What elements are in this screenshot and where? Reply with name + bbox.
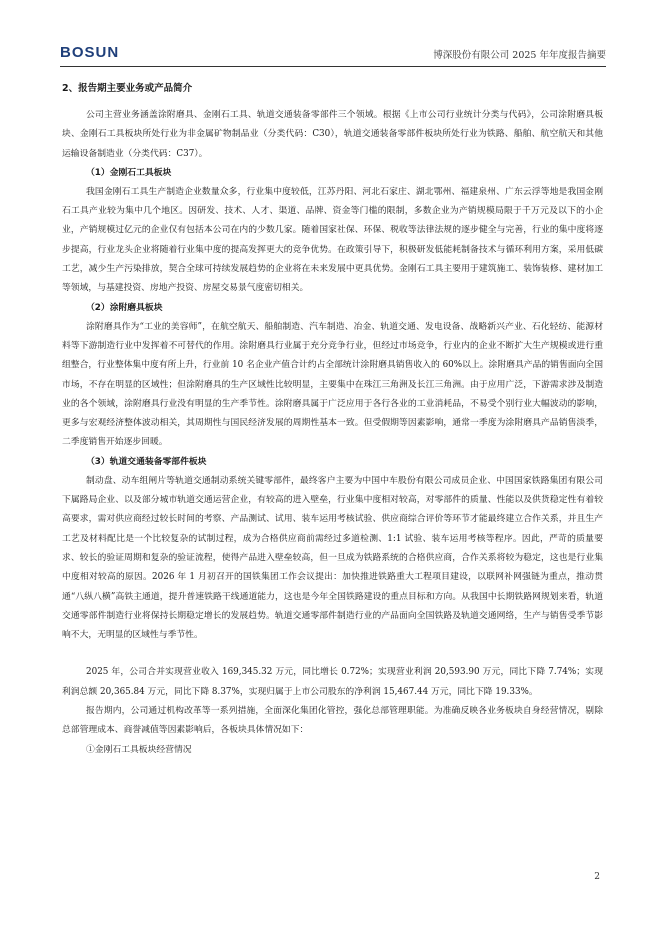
item-diamond-tools-operations: ①金刚石工具板块经营情况 <box>86 744 192 755</box>
rail-parts-paragraph: 制动盘、动车组闸片等轨道交通制动系统关键零部件，最终客户主要为中国中车股份有限公司成员企业、中国国家铁路集团有限公司下属路局企业、以及部分城市轨道交通运营企业，有较高的进入壁垒，行业集中度相对较高，对零部件的质量、性能以及供货稳定性有着较高要求，需对供应商经过较长时间的考察、产品测试、试用、装车运用考核试验、供应商综合评价等环节才能最终建立合作关系，并且生产工艺及材料配比是一个比较复杂的试制过程，成为合格供应商前需经过多道检测、1:1 试验、装车运用考核等程序。因此，严苛的质量要求、较长的验证周期和复杂的验证流程，使得产品进入壁垒较高，但一旦成为铁路系统的合格供应商，合作关系将较为稳定，这也是行业集中度相对较高的原因。2026 年 1 月初召开的国铁集团工作会议提出：加快推进铁路重大工程项目建设，以联网补网强链为重点，推动贯通“八纵八横”高铁主通道，提升普速铁路干线通道能力，这也是今年全国铁路建设的重点目标和方向。从我国中长期铁路网规划来看，轨道交通零部件制造行业将保持长期稳定增长的发展趋势。轨道交通零部件制造行业的产品面向全国铁路及轨道交通网络，生产与销售受季节影响不大，无明显的区域性与季节性。 <box>62 475 603 641</box>
diamond-tools-paragraph: 我国金刚石工具生产制造企业数量众多，行业集中度较低，江苏丹阳、河北石家庄、湖北鄂州、福建泉州、广东云浮等地是我国金刚石工具产业较为集中几个地区。因研发、技术、人才、渠道、品牌、资金等门槛的限制，多数企业为产销规模局限于千万元及以下的小企业，产销规模过亿元的企业仅有包括本公司在内的少数几家。随着国家社保、环保、税收等法律法规的逐步健全与完善，行业的集中度将逐步提高，行业龙头企业将随着行业集中度的提高发挥更大的竞争优势。在政策引导下，积极研发低能耗制备技术与循环利用方案，采用低碳工艺，减少生产污染排放，契合全球可持续发展趋势的企业将在未来发展中更具优势。金刚石工具主要用于建筑施工、装饰装修、建材加工等领域，与基建投资、房地产投资、房屋交易景气度密切相关。 <box>62 186 603 294</box>
page-number: 2 <box>594 872 600 882</box>
coated-abrasives-paragraph: 涂附磨具作为“工业的美容师”，在航空航天、船舶制造、汽车制造、冶金、轨道交通、发电设备、战略新兴产业、石化轻纺、能源材料等下游制造行业中发挥着不可替代的作用。涂附磨具行业属于充分竞争行业，但经过市场竞争，行业内的企业不断扩大生产规模或进行重组整合，行业整体集中度有所上升，行业前 10 名企业产值合计约占全部统计涂附磨具销售收入的 60%以上。涂附磨具产品的销售面向全国市场，不存在明显的区域性；但涂附磨具的生产区域性比较明显，主要集中在珠江三角洲及长江三角洲。由于应用广泛，下游需求涉及制造业的各个领域，涂附磨具行业没有明显的生产季节性。涂附磨具属于广泛应用于各行各业的工业消耗品，不易受个别行业大幅波动的影响，更多与宏观经济整体波动相关，其周期性与国民经济发展的周期性基本一致。但受假期等因素影响，通常一季度为涂附磨具产品销售淡季，二季度销售开始逐步回暖。 <box>62 321 603 448</box>
company-logo: BOSUN <box>60 44 120 61</box>
section-title: 2、报告期主要业务或产品简介 <box>62 83 193 94</box>
subsection-title-rail-parts: （3）轨道交通装备零部件板块 <box>86 456 207 467</box>
paragraph-gap <box>62 645 603 663</box>
report-title: 博深股份有限公司 2025 年年度报告摘要 <box>433 50 606 61</box>
header-divider <box>60 66 606 67</box>
intro-paragraph: 公司主营业务涵盖涂附磨具、金刚石工具、轨道交通装备零部件三个领域。根据《上市公司行业统计分类与代码》，公司涂附磨具板块、金刚石工具板块所处行业为非金属矿物制品业（分类代码：C30），轨道交通装备零部件板块所处行业为铁路、船舶、航空航天和其他运输设备制造业（分类代码：C37）。 <box>62 110 603 159</box>
subsection-title-coated-abrasives: （2）涂附磨具板块 <box>86 302 163 313</box>
results-paragraph: 2025 年，公司合并实现营业收入 169,345.32 万元，同比增长 0.72%；实现营业利润 20,593.90 万元，同比下降 7.74%；实现利润总额 20,365.84 万元，同比下降 8.37%，实现归属于上市公司股东的净利润 15,467.44 万元，同比下降 19.33%。 <box>62 667 603 697</box>
reform-paragraph: 报告期内，公司通过机构改革等一系列措施，全面深化集团化管控，强化总部管理职能。为准确反映各业务板块自身经营情况，剔除总部管理成本、商誉减值等因素影响后，各板块具体情况如下： <box>62 706 603 736</box>
subsection-title-diamond-tools: （1）金刚石工具板块 <box>86 167 172 178</box>
page-header <box>60 44 606 64</box>
main-content <box>62 80 603 760</box>
